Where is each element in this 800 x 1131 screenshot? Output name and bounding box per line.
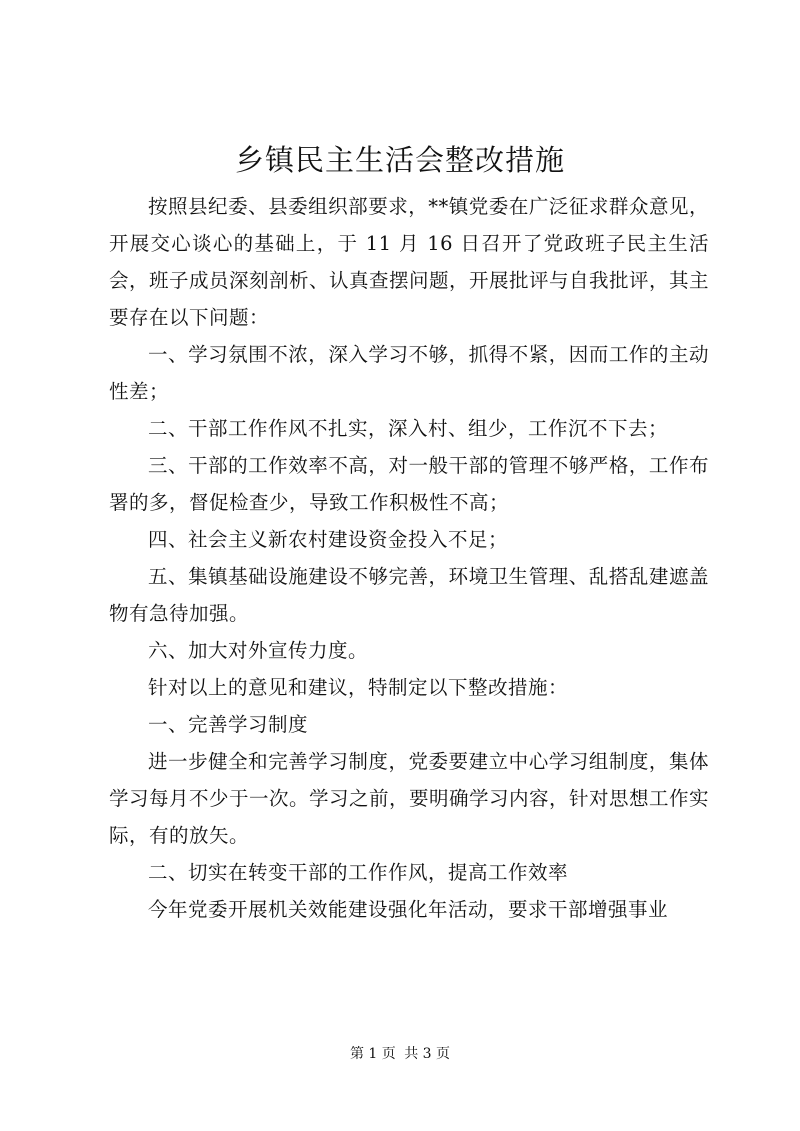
paragraph-measure-1: 进一步健全和完善学习制度，党委要建立中心学习组制度，集体学习每月不少于一次。学习之前，要明确学习内容，针对思想工作实际，有的放矢。 bbox=[109, 750, 710, 847]
document-title: 乡镇民主生活会整改措施 bbox=[234, 143, 565, 177]
paragraph-issue-4: 四、社会主义新农村建设资金投入不足； bbox=[148, 528, 509, 551]
paragraph-intro: 按照县纪委、县委组织部要求，**镇党委在广泛征求群众意见，开展交心谈心的基础上，于 11 月 16 日召开了党政班子民主生活会，班子成员深刻剖析、认真查摆问题，开展批评与自我批评，其主要存在以下问题： bbox=[109, 195, 710, 329]
page-footer bbox=[0, 1044, 800, 1064]
paragraph-measure-2: 今年党委开展机关效能建设强化年活动，要求干部增强事业 bbox=[148, 898, 669, 921]
paragraph-issue-1: 一、学习氛围不浓，深入学习不够，抓得不紧，因而工作的主动性差； bbox=[109, 343, 709, 403]
page-number: 第 1 页 bbox=[349, 1046, 396, 1062]
paragraph-issue-3: 三、干部的工作效率不高，对一般干部的管理不够严格，工作布署的多，督促检查少，导致工作积极性不高； bbox=[109, 454, 709, 514]
paragraph-measures-intro: 针对以上的意见和建议，特制定以下整改措施： bbox=[148, 676, 569, 699]
heading-measure-2: 二、切实在转变干部的工作作风，提高工作效率 bbox=[148, 861, 569, 884]
paragraph-issue-5: 五、集镇基础设施建设不够完善，环境卫生管理、乱搭乱建遮盖物有急待加强。 bbox=[109, 565, 709, 625]
total-pages: 共 3 页 bbox=[404, 1046, 451, 1062]
paragraph-issue-6: 六、加大对外宣传力度。 bbox=[148, 639, 369, 662]
document-body bbox=[109, 188, 709, 928]
heading-measure-1: 一、完善学习制度 bbox=[148, 713, 309, 736]
paragraph-issue-2: 二、干部工作作风不扎实，深入村、组少，工作沉不下去； bbox=[148, 417, 669, 440]
